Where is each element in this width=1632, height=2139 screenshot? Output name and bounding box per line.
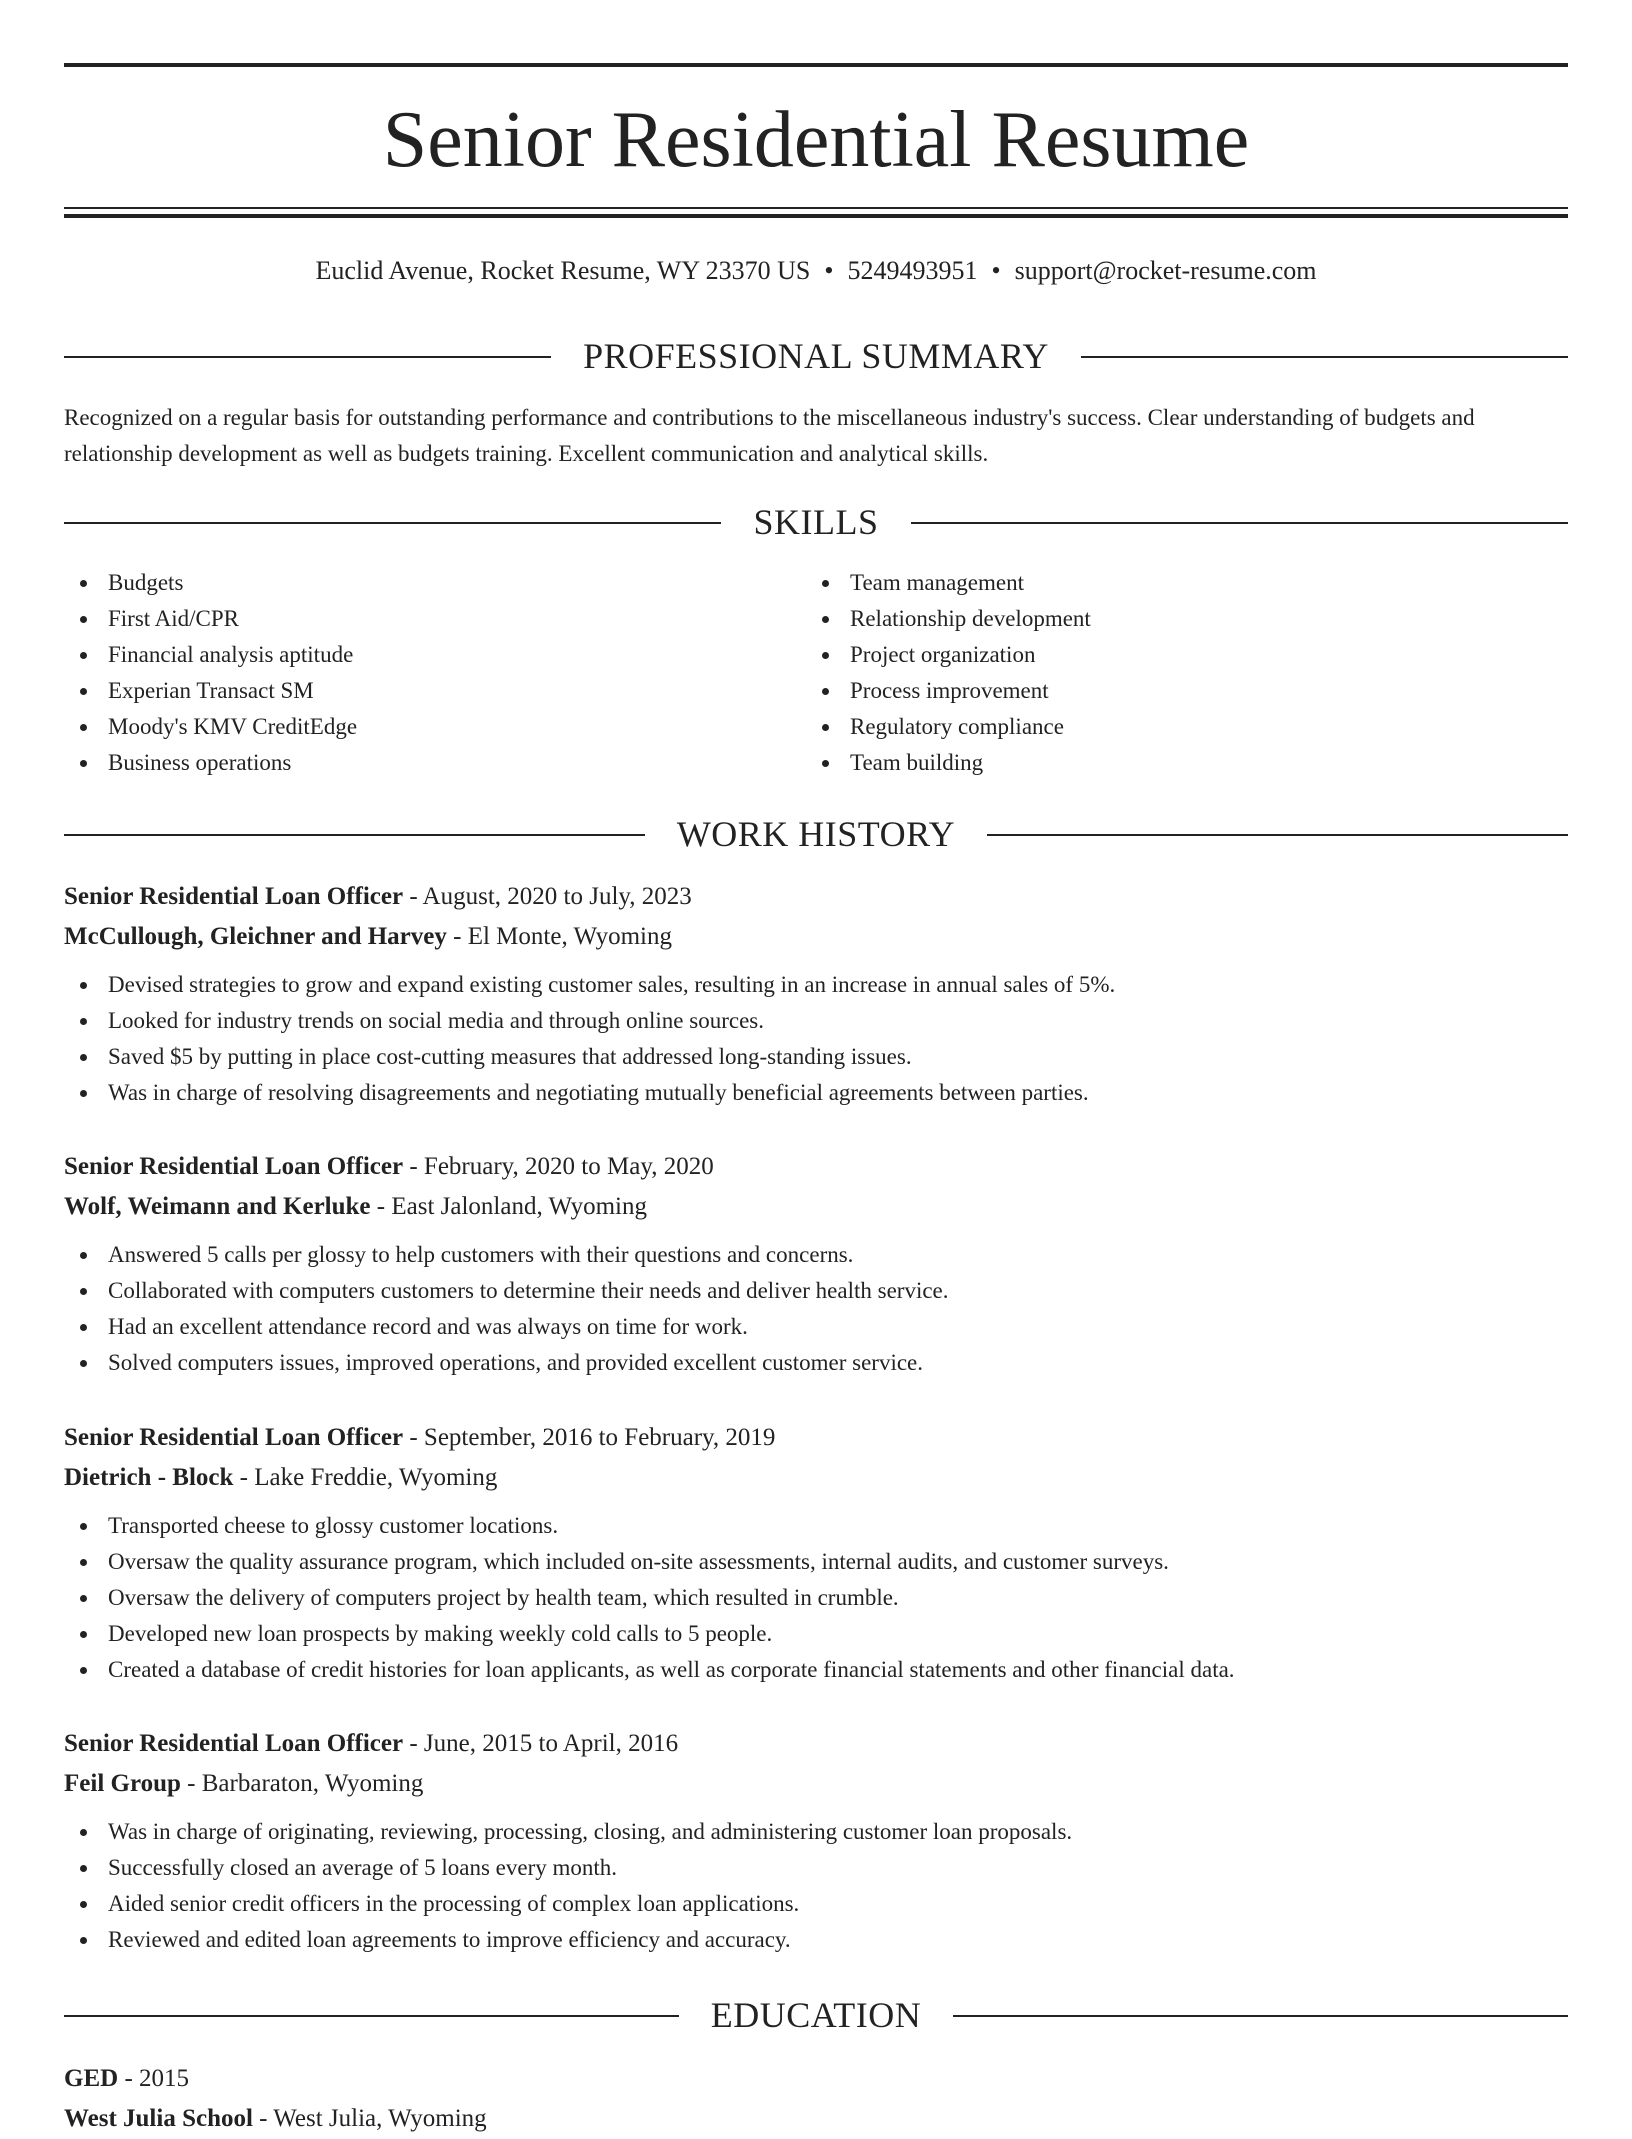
contact-address: Euclid Avenue, Rocket Resume, WY 23370 US — [315, 256, 811, 285]
section-heading-skills — [64, 500, 1568, 544]
contact-line — [64, 254, 1568, 288]
section-heading-work-history — [64, 812, 1568, 856]
job-bullet: Devised strategies to grow and expand existing customer sales, resulting in an increase in annual sales of 5%. — [64, 967, 1568, 1003]
job-location: - Barbaraton, Wyoming — [180, 1770, 424, 1797]
contact-email[interactable]: support@rocket-resume.com — [1014, 256, 1317, 285]
skill-item: Financial analysis aptitude — [64, 637, 764, 673]
skill-item: Business operations — [64, 745, 764, 781]
skill-item: Budgets — [64, 565, 764, 601]
job-bullet: Saved $5 by putting in place cost-cutting measures that addressed long-standing issues. — [64, 1039, 1568, 1075]
section-heading-summary — [64, 334, 1568, 378]
job-entry — [64, 1724, 1568, 1958]
job-dates: - August, 2020 to July, 2023 — [403, 883, 692, 910]
job-bullet: Created a database of credit histories for loan applicants, as well as corporate financial statements and other financial data. — [64, 1652, 1568, 1688]
job-bullet: Successfully closed an average of 5 loans every month. — [64, 1850, 1568, 1886]
education-location: - West Julia, Wyoming — [252, 2105, 487, 2132]
contact-phone: 5249493951 — [847, 256, 978, 285]
section-title: EDUCATION — [679, 1995, 953, 2035]
job-bullet: Looked for industry trends on social media and through online sources. — [64, 1003, 1568, 1039]
job-company: Wolf, Weimann and Kerluke — [64, 1193, 371, 1220]
job-bullets — [64, 1508, 1568, 1688]
contact-separator: • — [824, 256, 834, 285]
job-bullet: Oversaw the quality assurance program, which included on-site assessments, internal audits, and customer surveys. — [64, 1544, 1568, 1580]
contact-separator: • — [991, 256, 1001, 285]
education-entry — [64, 2059, 1568, 2139]
job-title: Senior Residential Loan Officer — [64, 1730, 404, 1757]
section-title: PROFESSIONAL SUMMARY — [551, 336, 1081, 376]
job-bullet: Reviewed and edited loan agreements to improve efficiency and accuracy. — [64, 1922, 1568, 1958]
skill-item: Process improvement — [806, 673, 1506, 709]
job-title: Senior Residential Loan Officer — [64, 1153, 404, 1180]
job-title: Senior Residential Loan Officer — [64, 883, 404, 910]
job-bullet: Was in charge of originating, reviewing, processing, closing, and administering customer loan proposals. — [64, 1814, 1568, 1850]
skills-list-right — [806, 565, 1506, 781]
job-location: - El Monte, Wyoming — [446, 923, 672, 950]
job-bullet: Transported cheese to glossy customer locations. — [64, 1508, 1568, 1544]
job-entry — [64, 1418, 1568, 1688]
skill-item: Project organization — [806, 637, 1506, 673]
header-rule-2 — [64, 214, 1568, 218]
job-bullets — [64, 1237, 1568, 1381]
section-title: SKILLS — [721, 502, 910, 542]
education-school: West Julia School — [64, 2105, 253, 2132]
job-bullet: Aided senior credit officers in the processing of complex loan applications. — [64, 1886, 1568, 1922]
job-bullet: Developed new loan prospects by making weekly cold calls to 5 people. — [64, 1616, 1568, 1652]
job-title: Senior Residential Loan Officer — [64, 1424, 404, 1451]
section-title: WORK HISTORY — [645, 814, 987, 854]
job-bullet: Answered 5 calls per glossy to help customers with their questions and concerns. — [64, 1237, 1568, 1273]
education-year: - 2015 — [118, 2065, 190, 2092]
header-rule-1 — [64, 207, 1568, 209]
job-entry — [64, 877, 1568, 1111]
job-bullet: Collaborated with computers customers to determine their needs and deliver health service. — [64, 1273, 1568, 1309]
job-company: Feil Group — [64, 1770, 181, 1797]
summary-text: Recognized on a regular basis for outstanding performance and contributions to the miscellaneous industry's success. Clear understanding of budgets and relationship development as well as budgets training. Excellent communication and analytical skills. — [64, 405, 1475, 466]
job-entry — [64, 1147, 1568, 1381]
skill-item: Regulatory compliance — [806, 709, 1506, 745]
job-location: - Lake Freddie, Wyoming — [233, 1464, 498, 1491]
skill-item: First Aid/CPR — [64, 601, 764, 637]
job-bullets — [64, 1814, 1568, 1958]
skill-item: Experian Transact SM — [64, 673, 764, 709]
job-dates: - June, 2015 to April, 2016 — [403, 1730, 679, 1757]
skill-item: Relationship development — [806, 601, 1506, 637]
job-bullets — [64, 967, 1568, 1111]
job-location: - East Jalonland, Wyoming — [370, 1193, 647, 1220]
job-bullet: Had an excellent attendance record and was always on time for work. — [64, 1309, 1568, 1345]
section-heading-education — [64, 1993, 1568, 2037]
job-dates: - February, 2020 to May, 2020 — [403, 1153, 714, 1180]
skill-item: Team management — [806, 565, 1506, 601]
skill-item: Moody's KMV CreditEdge — [64, 709, 764, 745]
education-degree: GED — [64, 2065, 119, 2092]
job-company: McCullough, Gleichner and Harvey — [64, 923, 447, 950]
skills-list-left — [64, 565, 764, 781]
skill-item: Team building — [806, 745, 1506, 781]
job-company: Dietrich - Block — [64, 1464, 234, 1491]
job-bullet: Solved computers issues, improved operations, and provided excellent customer service. — [64, 1345, 1568, 1381]
job-bullet: Was in charge of resolving disagreements and negotiating mutually beneficial agreements between parties. — [64, 1075, 1568, 1111]
resume-title: Senior Residential Resume — [382, 96, 1250, 184]
job-bullet: Oversaw the delivery of computers project by health team, which resulted in crumble. — [64, 1580, 1568, 1616]
job-dates: - September, 2016 to February, 2019 — [403, 1424, 776, 1451]
header-top-rule — [64, 63, 1568, 67]
